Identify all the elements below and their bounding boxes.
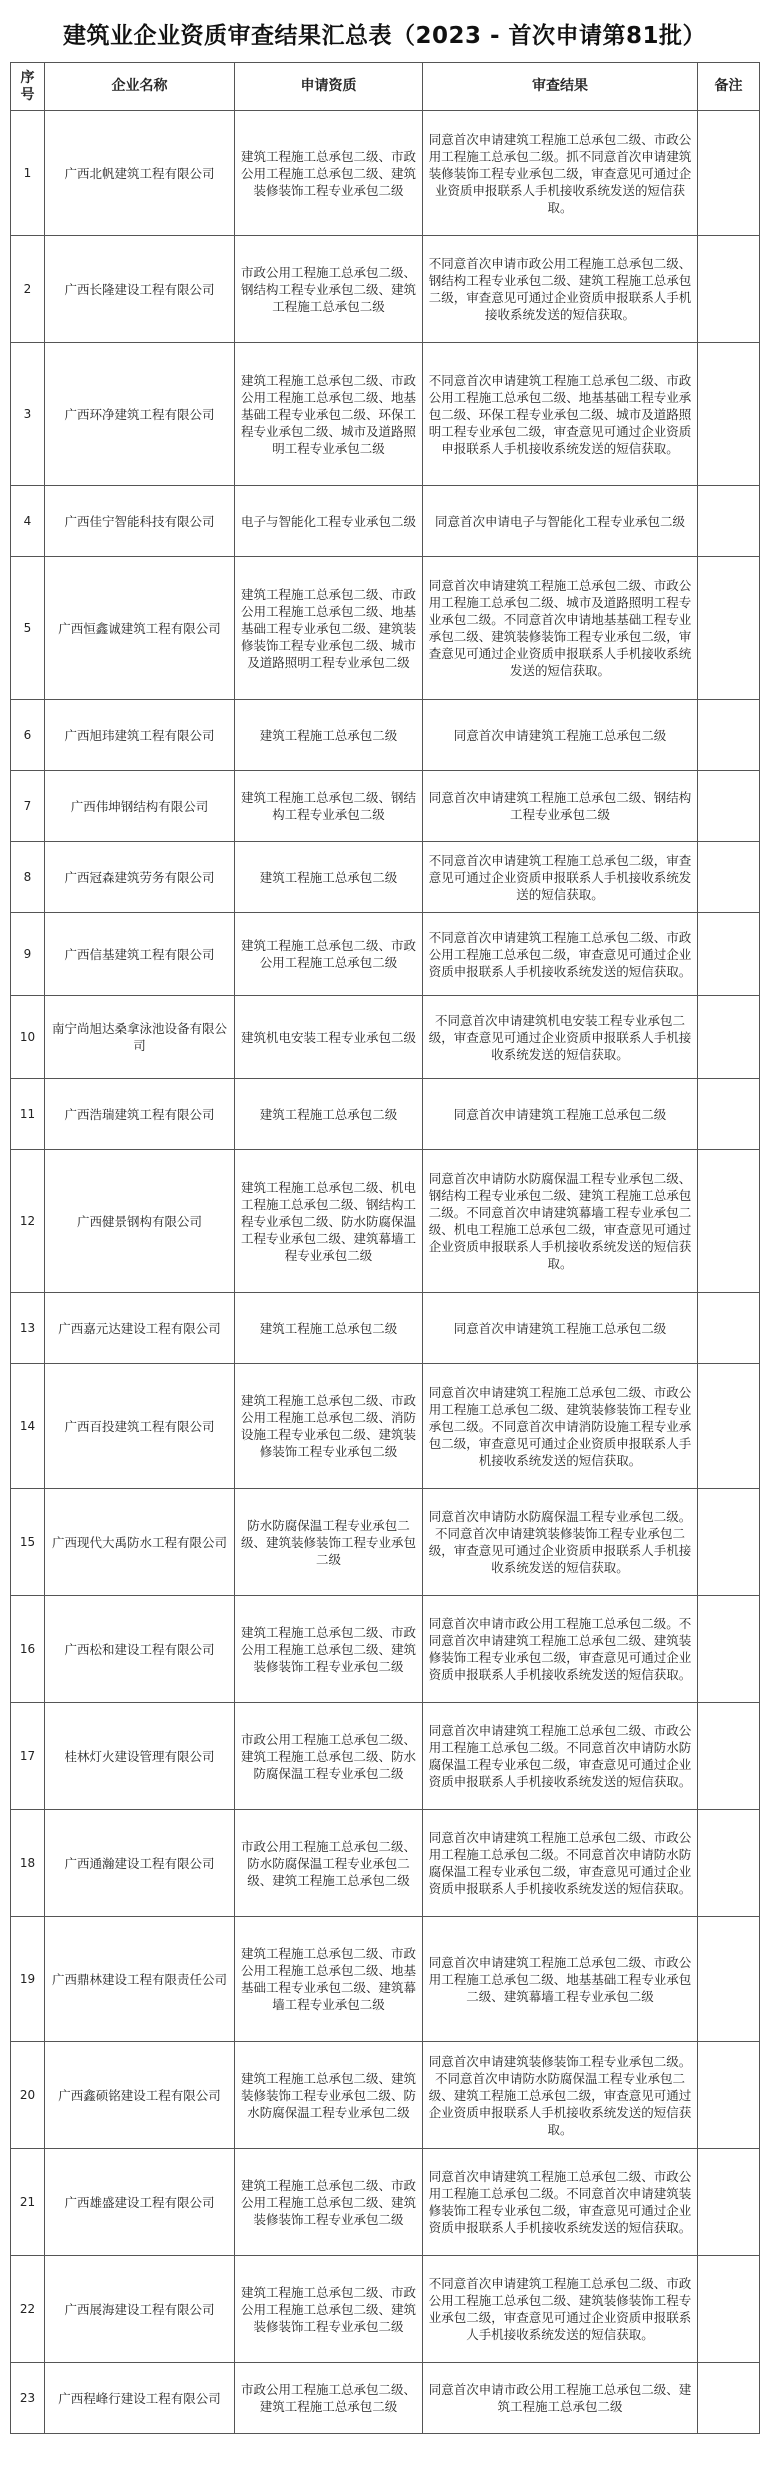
row-number: 8 bbox=[11, 842, 45, 913]
row-number: 11 bbox=[11, 1079, 45, 1150]
review-result: 同意首次申请建筑工程施工总承包二级 bbox=[423, 1079, 698, 1150]
table-row bbox=[11, 913, 760, 996]
review-result: 同意首次申请建筑工程施工总承包二级、市政公用工程施工总承包二级、建筑装修装饰工程专业承包二级。不同意首次申请消防设施工程专业承包二级，审查意见可通过企业资质申报联系人手机接收系统发送的短信获取。 bbox=[423, 1364, 698, 1489]
company-name: 广西浩瑞建筑工程有限公司 bbox=[45, 1079, 235, 1150]
row-number: 19 bbox=[11, 1917, 45, 2042]
row-number: 5 bbox=[11, 557, 45, 700]
remark bbox=[698, 1596, 760, 1703]
qualification: 建筑工程施工总承包二级、市政公用工程施工总承包二级、地基基础工程专业承包二级、环保工程专业承包二级、城市及道路照明工程专业承包二级 bbox=[235, 343, 423, 486]
company-name: 广西长隆建设工程有限公司 bbox=[45, 236, 235, 343]
review-result: 同意首次申请建筑工程施工总承包二级、市政公用工程施工总承包二级。不同意首次申请防水防腐保温工程专业承包二级，审查意见可通过企业资质申报联系人手机接收系统发送的短信获取。 bbox=[423, 1810, 698, 1917]
table-row bbox=[11, 771, 760, 842]
remark bbox=[698, 557, 760, 700]
remark bbox=[698, 2256, 760, 2363]
qualification: 建筑工程施工总承包二级、市政公用工程施工总承包二级、建筑装修装饰工程专业承包二级 bbox=[235, 111, 423, 236]
row-number: 18 bbox=[11, 1810, 45, 1917]
qualification: 建筑工程施工总承包二级、市政公用工程施工总承包二级 bbox=[235, 913, 423, 996]
row-number: 14 bbox=[11, 1364, 45, 1489]
remark bbox=[698, 343, 760, 486]
qualification: 建筑工程施工总承包二级、市政公用工程施工总承包二级、建筑装修装饰工程专业承包二级 bbox=[235, 2149, 423, 2256]
table-row bbox=[11, 1364, 760, 1489]
company-name: 广西嘉元达建设工程有限公司 bbox=[45, 1293, 235, 1364]
table-row bbox=[11, 1079, 760, 1150]
table-row bbox=[11, 1703, 760, 1810]
company-name: 广西雄盛建设工程有限公司 bbox=[45, 2149, 235, 2256]
qualification: 建筑工程施工总承包二级 bbox=[235, 842, 423, 913]
review-result: 同意首次申请建筑工程施工总承包二级、市政公用工程施工总承包二级、城市及道路照明工程专业承包二级。不同意首次申请地基基础工程专业承包二级、建筑装修装饰工程专业承包二级，审查意见可通过企业资质申报联系人手机接收系统发送的短信获取。 bbox=[423, 557, 698, 700]
company-name: 桂林灯火建设管理有限公司 bbox=[45, 1703, 235, 1810]
table-row bbox=[11, 1810, 760, 1917]
remark bbox=[698, 111, 760, 236]
remark bbox=[698, 1810, 760, 1917]
review-result: 同意首次申请电子与智能化工程专业承包二级 bbox=[423, 486, 698, 557]
review-result: 同意首次申请建筑工程施工总承包二级、市政公用工程施工总承包二级。不同意首次申请防水防腐保温工程专业承包二级，审查意见可通过企业资质申报联系人手机接收系统发送的短信获取。 bbox=[423, 1703, 698, 1810]
table-row bbox=[11, 842, 760, 913]
review-result: 不同意首次申请建筑机电安装工程专业承包二级，审查意见可通过企业资质申报联系人手机接收系统发送的短信获取。 bbox=[423, 996, 698, 1079]
row-number: 22 bbox=[11, 2256, 45, 2363]
review-result: 不同意首次申请市政公用工程施工总承包二级、钢结构工程专业承包二级、建筑工程施工总承包二级，审查意见可通过企业资质申报联系人手机接收系统发送的短信获取。 bbox=[423, 236, 698, 343]
company-name: 广西百投建筑工程有限公司 bbox=[45, 1364, 235, 1489]
qualification: 市政公用工程施工总承包二级、建筑工程施工总承包二级 bbox=[235, 2363, 423, 2434]
remark bbox=[698, 1079, 760, 1150]
table-row bbox=[11, 2042, 760, 2149]
review-result: 同意首次申请建筑工程施工总承包二级 bbox=[423, 700, 698, 771]
table-row bbox=[11, 343, 760, 486]
results-table bbox=[10, 62, 760, 2434]
remark bbox=[698, 2363, 760, 2434]
row-number: 16 bbox=[11, 1596, 45, 1703]
review-result: 同意首次申请建筑工程施工总承包二级、钢结构工程专业承包二级 bbox=[423, 771, 698, 842]
review-result: 同意首次申请建筑工程施工总承包二级 bbox=[423, 1293, 698, 1364]
table-row bbox=[11, 2363, 760, 2434]
remark bbox=[698, 1489, 760, 1596]
qualification: 市政公用工程施工总承包二级、防水防腐保温工程专业承包二级、建筑工程施工总承包二级 bbox=[235, 1810, 423, 1917]
row-number: 2 bbox=[11, 236, 45, 343]
row-number: 15 bbox=[11, 1489, 45, 1596]
company-name: 广西现代大禹防水工程有限公司 bbox=[45, 1489, 235, 1596]
row-number: 7 bbox=[11, 771, 45, 842]
table-row bbox=[11, 1596, 760, 1703]
remark bbox=[698, 236, 760, 343]
header-company-name: 企业名称 bbox=[45, 63, 235, 111]
qualification: 建筑工程施工总承包二级、市政公用工程施工总承包二级、地基基础工程专业承包二级、建筑幕墙工程专业承包二级 bbox=[235, 1917, 423, 2042]
remark bbox=[698, 996, 760, 1079]
qualification: 建筑工程施工总承包二级 bbox=[235, 700, 423, 771]
remark bbox=[698, 1703, 760, 1810]
review-result: 不同意首次申请建筑工程施工总承包二级、市政公用工程施工总承包二级、地基基础工程专业承包二级、环保工程专业承包二级、城市及道路照明工程专业承包二级，审查意见可通过企业资质申报联系人手机接收系统发送的短信获取。 bbox=[423, 343, 698, 486]
table-row bbox=[11, 557, 760, 700]
row-number: 1 bbox=[11, 111, 45, 236]
header-remark: 备注 bbox=[698, 63, 760, 111]
remark bbox=[698, 2042, 760, 2149]
qualification: 建筑工程施工总承包二级、市政公用工程施工总承包二级、建筑装修装饰工程专业承包二级 bbox=[235, 2256, 423, 2363]
company-name: 广西恒鑫诚建筑工程有限公司 bbox=[45, 557, 235, 700]
qualification: 市政公用工程施工总承包二级、钢结构工程专业承包二级、建筑工程施工总承包二级 bbox=[235, 236, 423, 343]
table-row bbox=[11, 2149, 760, 2256]
remark bbox=[698, 1364, 760, 1489]
company-name: 广西伟坤钢结构有限公司 bbox=[45, 771, 235, 842]
qualification: 建筑工程施工总承包二级 bbox=[235, 1079, 423, 1150]
review-result: 同意首次申请防水防腐保温工程专业承包二级、钢结构工程专业承包二级、建筑工程施工总承包二级。不同意首次申请建筑幕墙工程专业承包二级、机电工程施工总承包二级，审查意见可通过企业资质申报联系人手机接收系统发送的短信获取。 bbox=[423, 1150, 698, 1293]
remark bbox=[698, 700, 760, 771]
remark bbox=[698, 1150, 760, 1293]
company-name: 广西环净建筑工程有限公司 bbox=[45, 343, 235, 486]
company-name: 广西冠森建筑劳务有限公司 bbox=[45, 842, 235, 913]
row-number: 17 bbox=[11, 1703, 45, 1810]
qualification: 建筑工程施工总承包二级、市政公用工程施工总承包二级、建筑装修装饰工程专业承包二级 bbox=[235, 1596, 423, 1703]
table-row bbox=[11, 486, 760, 557]
company-name: 广西北帆建筑工程有限公司 bbox=[45, 111, 235, 236]
qualification: 建筑机电安装工程专业承包二级 bbox=[235, 996, 423, 1079]
header-no: 序号 bbox=[11, 63, 45, 111]
company-name: 广西松和建设工程有限公司 bbox=[45, 1596, 235, 1703]
review-result: 不同意首次申请建筑工程施工总承包二级、市政公用工程施工总承包二级、建筑装修装饰工程专业承包二级，审查意见可通过企业资质申报联系人手机接收系统发送的短信获取。 bbox=[423, 2256, 698, 2363]
remark bbox=[698, 913, 760, 996]
company-name: 广西展海建设工程有限公司 bbox=[45, 2256, 235, 2363]
table-row bbox=[11, 1489, 760, 1596]
remark bbox=[698, 486, 760, 557]
remark bbox=[698, 2149, 760, 2256]
row-number: 13 bbox=[11, 1293, 45, 1364]
company-name: 广西旭玮建筑工程有限公司 bbox=[45, 700, 235, 771]
table-row bbox=[11, 1917, 760, 2042]
qualification: 市政公用工程施工总承包二级、建筑工程施工总承包二级、防水防腐保温工程专业承包二级 bbox=[235, 1703, 423, 1810]
review-result: 同意首次申请市政公用工程施工总承包二级、建筑工程施工总承包二级 bbox=[423, 2363, 698, 2434]
qualification: 建筑工程施工总承包二级 bbox=[235, 1293, 423, 1364]
row-number: 9 bbox=[11, 913, 45, 996]
table-row bbox=[11, 996, 760, 1079]
company-name: 广西健景钢构有限公司 bbox=[45, 1150, 235, 1293]
qualification: 电子与智能化工程专业承包二级 bbox=[235, 486, 423, 557]
review-result: 同意首次申请建筑装修装饰工程专业承包二级。不同意首次申请防水防腐保温工程专业承包二级、建筑工程施工总承包二级，审查意见可通过企业资质申报联系人手机接收系统发送的短信获取。 bbox=[423, 2042, 698, 2149]
header-qualification: 申请资质 bbox=[235, 63, 423, 111]
qualification: 建筑工程施工总承包二级、建筑装修装饰工程专业承包二级、防水防腐保温工程专业承包二级 bbox=[235, 2042, 423, 2149]
table-row bbox=[11, 1150, 760, 1293]
company-name: 广西鼎林建设工程有限责任公司 bbox=[45, 1917, 235, 2042]
review-result: 同意首次申请市政公用工程施工总承包二级。不同意首次申请建筑工程施工总承包二级、建筑装修装饰工程专业承包二级，审查意见可通过企业资质申报联系人手机接收系统发送的短信获取。 bbox=[423, 1596, 698, 1703]
row-number: 6 bbox=[11, 700, 45, 771]
document-title: 建筑业企业资质审查结果汇总表（2023 - 首次申请第81批） bbox=[62, 23, 707, 49]
company-name: 广西通瀚建设工程有限公司 bbox=[45, 1810, 235, 1917]
review-result: 不同意首次申请建筑工程施工总承包二级，审查意见可通过企业资质申报联系人手机接收系统发送的短信获取。 bbox=[423, 842, 698, 913]
table-row bbox=[11, 1293, 760, 1364]
company-name: 广西程峰行建设工程有限公司 bbox=[45, 2363, 235, 2434]
row-number: 10 bbox=[11, 996, 45, 1079]
row-number: 21 bbox=[11, 2149, 45, 2256]
row-number: 3 bbox=[11, 343, 45, 486]
row-number: 4 bbox=[11, 486, 45, 557]
table-header-row bbox=[11, 63, 760, 111]
review-result: 同意首次申请建筑工程施工总承包二级、市政公用工程施工总承包二级、地基基础工程专业承包二级、建筑幕墙工程专业承包二级 bbox=[423, 1917, 698, 2042]
company-name: 广西佳宁智能科技有限公司 bbox=[45, 486, 235, 557]
row-number: 12 bbox=[11, 1150, 45, 1293]
table-row bbox=[11, 236, 760, 343]
company-name: 广西鑫硕铭建设工程有限公司 bbox=[45, 2042, 235, 2149]
company-name: 南宁尚旭达桑拿泳池设备有限公司 bbox=[45, 996, 235, 1079]
table-row bbox=[11, 111, 760, 236]
remark bbox=[698, 842, 760, 913]
review-result: 同意首次申请防水防腐保温工程专业承包二级。不同意首次申请建筑装修装饰工程专业承包二级，审查意见可通过企业资质申报联系人手机接收系统发送的短信获取。 bbox=[423, 1489, 698, 1596]
table-row bbox=[11, 2256, 760, 2363]
row-number: 23 bbox=[11, 2363, 45, 2434]
remark bbox=[698, 1293, 760, 1364]
remark bbox=[698, 1917, 760, 2042]
qualification: 防水防腐保温工程专业承包二级、建筑装修装饰工程专业承包二级 bbox=[235, 1489, 423, 1596]
review-result: 同意首次申请建筑工程施工总承包二级、市政公用工程施工总承包二级。不同意首次申请建筑装修装饰工程专业承包二级，审查意见可通过企业资质申报联系人手机接收系统发送的短信获取。 bbox=[423, 2149, 698, 2256]
header-result: 审查结果 bbox=[423, 63, 698, 111]
review-result: 不同意首次申请建筑工程施工总承包二级、市政公用工程施工总承包二级，审查意见可通过企业资质申报联系人手机接收系统发送的短信获取。 bbox=[423, 913, 698, 996]
review-result: 同意首次申请建筑工程施工总承包二级、市政公用工程施工总承包二级。抓不同意首次申请建筑装修装饰工程专业承包二级，审查意见可通过企业资质申报联系人手机接收系统发送的短信获取。 bbox=[423, 111, 698, 236]
table-row bbox=[11, 700, 760, 771]
qualification: 建筑工程施工总承包二级、钢结构工程专业承包二级 bbox=[235, 771, 423, 842]
remark bbox=[698, 771, 760, 842]
row-number: 20 bbox=[11, 2042, 45, 2149]
qualification: 建筑工程施工总承包二级、市政公用工程施工总承包二级、地基基础工程专业承包二级、建筑装修装饰工程专业承包二级、城市及道路照明工程专业承包二级 bbox=[235, 557, 423, 700]
qualification: 建筑工程施工总承包二级、市政公用工程施工总承包二级、消防设施工程专业承包二级、建筑装修装饰工程专业承包二级 bbox=[235, 1364, 423, 1489]
company-name: 广西信基建筑工程有限公司 bbox=[45, 913, 235, 996]
qualification: 建筑工程施工总承包二级、机电工程施工总承包二级、钢结构工程专业承包二级、防水防腐保温工程专业承包二级、建筑幕墙工程专业承包二级 bbox=[235, 1150, 423, 1293]
